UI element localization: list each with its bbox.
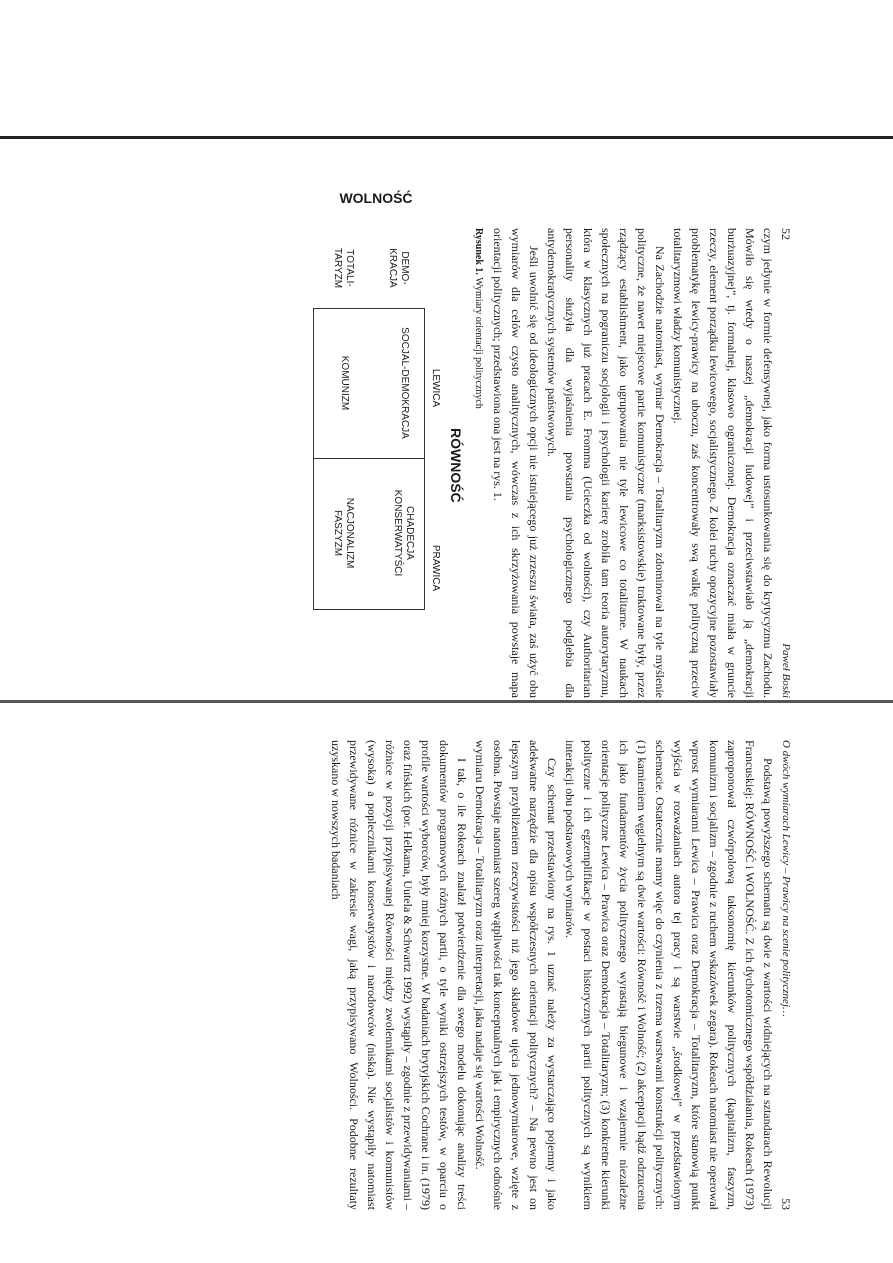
caption-label: Rysunek 1.: [473, 228, 484, 275]
middle-binding-rule: [0, 700, 893, 703]
figure-cell-left-bottom: KOMUNIZM: [339, 355, 350, 411]
figure-col-left: LEWICA: [430, 368, 441, 408]
paragraph: czym jedynie w formie defensywnej, jako forma ustosunkowania się do krytycyzmu Zachodu. Mówiło się wtedy o naszej „demokracji ludowej” i przeciwstawiało ją „demokracji burżuazyjnej”, tj. formalnej, klasowo ograniczonej. Demokracja oznaczać miała w gruncie rzeczy, element porządku lewicowego, socjalistycznego. Z kolei ruchy opozycyjne pozostawiały problematykę lewicy-prawicy na uboczu, zaś koncentrowały swą walkę polityczną przeciw totalitaryzmowi władzy komunistycznej.: [671, 228, 775, 698]
page-52: [270, 190, 795, 698]
figure-cell-left-top: SOCJAL-DEMOKRACJA: [399, 327, 410, 439]
figure-caption: [471, 228, 485, 698]
page-number: 52: [779, 228, 793, 240]
paragraph: Jeśli uwolnić się od ideologicznych opcji nie istniejącego już zrzeszu świata, zaś użyć obu wymiarów dla celów czysto analitycznych, wówczas z ich skrzyżowania powstaje mapa orientacji politycznych; przedstawiona ona jest na rys. 1.: [491, 228, 541, 698]
running-head: O dwóch wymiarach Lewicy – Prawicy na scenie politycznej…: [780, 740, 792, 1017]
page-number: 53: [779, 1198, 793, 1210]
paragraph: Na Zachodzie natomiast, wymiar Demokracja – Totalitaryzm zdominował na tyle myślenie polityczne, że nawet miejscowe partie komunistyczne (marksistowskie) traktowane były, przez rządzący establishment, jako ugrupowania nie tyle lewicowe co totalitarne. W naukach społecznych na pograniczu socjologii i psychologii karierę zrobiła tam teoria autorytaryzmu, która w klasycznych już pracach E. Fromma (Ucieczka od wolności), czy Authoritarian personality służyła dla wyjaśnienia powstania psychologicznego podglebia dla antydemokratycznych systemów państwowych.: [545, 228, 667, 698]
figure-political-map: [305, 190, 465, 698]
caption-text: Wymiary orientacji politycznych: [473, 277, 484, 409]
figure-cell-right-top: CHADECJA KONSERWATYŚCI: [392, 489, 415, 577]
top-binding-rule: [0, 136, 893, 139]
paragraph: Czy schemat przedstawiony na rys. 1 uznać należy za wystarczająco pojemny i jako adekwatne narzędzie dla opisu współczesnych orientacji politycznych? – Na pewno jest on lepszym przybliżeniem rzeczywistości niż jego składowe ujęcia jednowymiarowe, wzięte z osobna. Powstaje natomiast szereg wątpliwości tak konceptualnych jak i empirycznych odnośnie wymiaru Demokracja – Totalitaryzm oraz interpretacji, jaka nadaje się wartości Wolność.: [473, 740, 559, 1210]
figure-top-label: RÓWNOŚĆ: [448, 428, 464, 503]
figure-cell-right-bottom: NACJONALIZM FASZYZM: [332, 497, 355, 569]
figure-row-top: DEMO- KRACJA: [387, 248, 410, 288]
page-header: [777, 228, 795, 698]
page-header: [777, 740, 795, 1210]
figure-grid-divider: [313, 458, 425, 459]
running-head: Paweł Boski: [780, 643, 792, 698]
figure-left-label: WOLNOŚĆ: [339, 190, 413, 206]
figure-col-right: PRAWICA: [430, 544, 441, 592]
page-53: [265, 740, 795, 1210]
paragraph: I tak, o ile Rokeach znalazł potwierdzenie dla swego modelu dokonując analizy treści dokumentów programowych różnych partii, o tyle wyniki ostrzejszych testów, w oparciu o profile wartości wyborców, były mniej korzystne. W badaniach brytyjskich Cochrane i in. (1979) oraz fińskich (por. Helkama, Uutela & Schwartz 1992) wystąpiły – zgodnie z przewidywaniami – różnice w pozycji przypisywanej Równości między zwolennikami socjalistów i komunistów (wysoka) a poplecznikami konserwatystów i narodowców (niska). Nie wystąpiły natomiast przewidywane różnice w zakresie wagi, jaką przypisywano Wolności. Podobne rezultaty uzyskano w nowszych badaniach: [329, 740, 469, 1210]
paragraph: Podstawą powyższego schematu są dwie z wartości widniejących na sztandarach Rewolucji Francuskiej: RÓWNOŚĆ i WOLNOŚĆ. Z ich dychotomicznego współdziałania, Rokeach (1973) zaproponował czwórpolową taksonomię kierunków politycznych (kapitalizm, faszyzm, komunizm i socjalizm – zgodnie z ruchem wskazówek zegara). Rokeach natomiast nie operował wprost wymiarami Lewica – Prawica oraz Demokracja – Totalitaryzm, które stanowią punkt wyjścia w rozważaniach autora tej pracy i są warstwie „środkowej” w przedstawionym schemacie. Ostatecznie mamy więc do czynienia z trzema warstwami konstrukcji politycznych: (1) kamieniem węgielnym są dwie wartości: Równość i Wolność; (2) akceptacji bądź odrzucenia ich jako fundamentów życia politycznego wyrastają biegunowe i wzajemnie niezależne orientacje polityczne Lewica – Prawica oraz Demokracja – Totalitaryzm; (3) konkretne kierunki polityczne i ich egzemplifikacje w postaci historycznych partii politycznych są wynikiem interakcji obu podstawowych wymiarów.: [563, 740, 775, 1210]
figure-row-bottom: TOTALI- TARYZM: [332, 247, 355, 289]
